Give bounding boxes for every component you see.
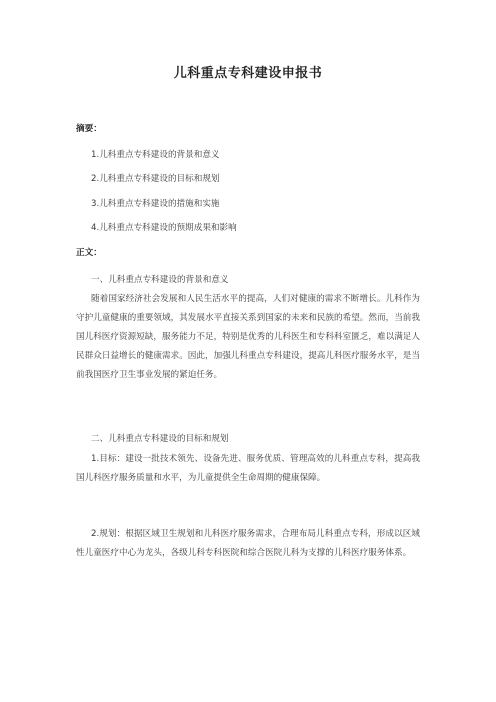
document-title: 儿科重点专科建设申报书 [173,66,323,81]
section-1-heading: 一、儿科重点专科建设的背景和意义 [91,275,229,285]
abstract-item-4: 4.儿科重点专科建设的预期成果和影响 [91,223,237,233]
abstract-label: 摘要： [76,124,102,134]
section-2-item-2: 2.规划：根据区域卫生规划和儿科医疗服务需求，合理布局儿科重点专科，形成以区域性儿童医疗中心为龙头，各级儿科专科医院和综合医院儿科为支撑的儿科医疗服务体系。 [76,529,420,558]
section-2-heading: 二、儿科重点专科建设的目标和规划 [91,434,229,444]
abstract-item-2: 2.儿科重点专科建设的目标和规划 [91,174,220,184]
section-2-item-1: 1.目标：建设一批技术领先、设备先进、服务优质、管理高效的儿科重点专科，提高我国儿科医疗服务质量和水平，为儿童提供全生命周期的健康保障。 [76,454,420,483]
abstract-item-1: 1.儿科重点专科建设的背景和意义 [91,150,220,160]
section-1-paragraph: 随着国家经济社会发展和人民生活水平的提高，人们对健康的需求不断增长。儿科作为守护儿童健康的重要领域，其发展水平直接关系到国家的未来和民族的希望。然而，当前我国儿科医疗资源短缺，服务能力不足，特别是优秀的儿科医生和专科科室匮乏，难以满足人民群众日益增长的健康需求。因此，加强儿科重点专科建设，提高儿科医疗服务水平，是当前我国医疗卫生事业发展的紧迫任务。 [76,294,420,380]
body-label: 正文： [76,248,102,258]
abstract-item-3: 3.儿科重点专科建设的措施和实施 [91,199,220,209]
